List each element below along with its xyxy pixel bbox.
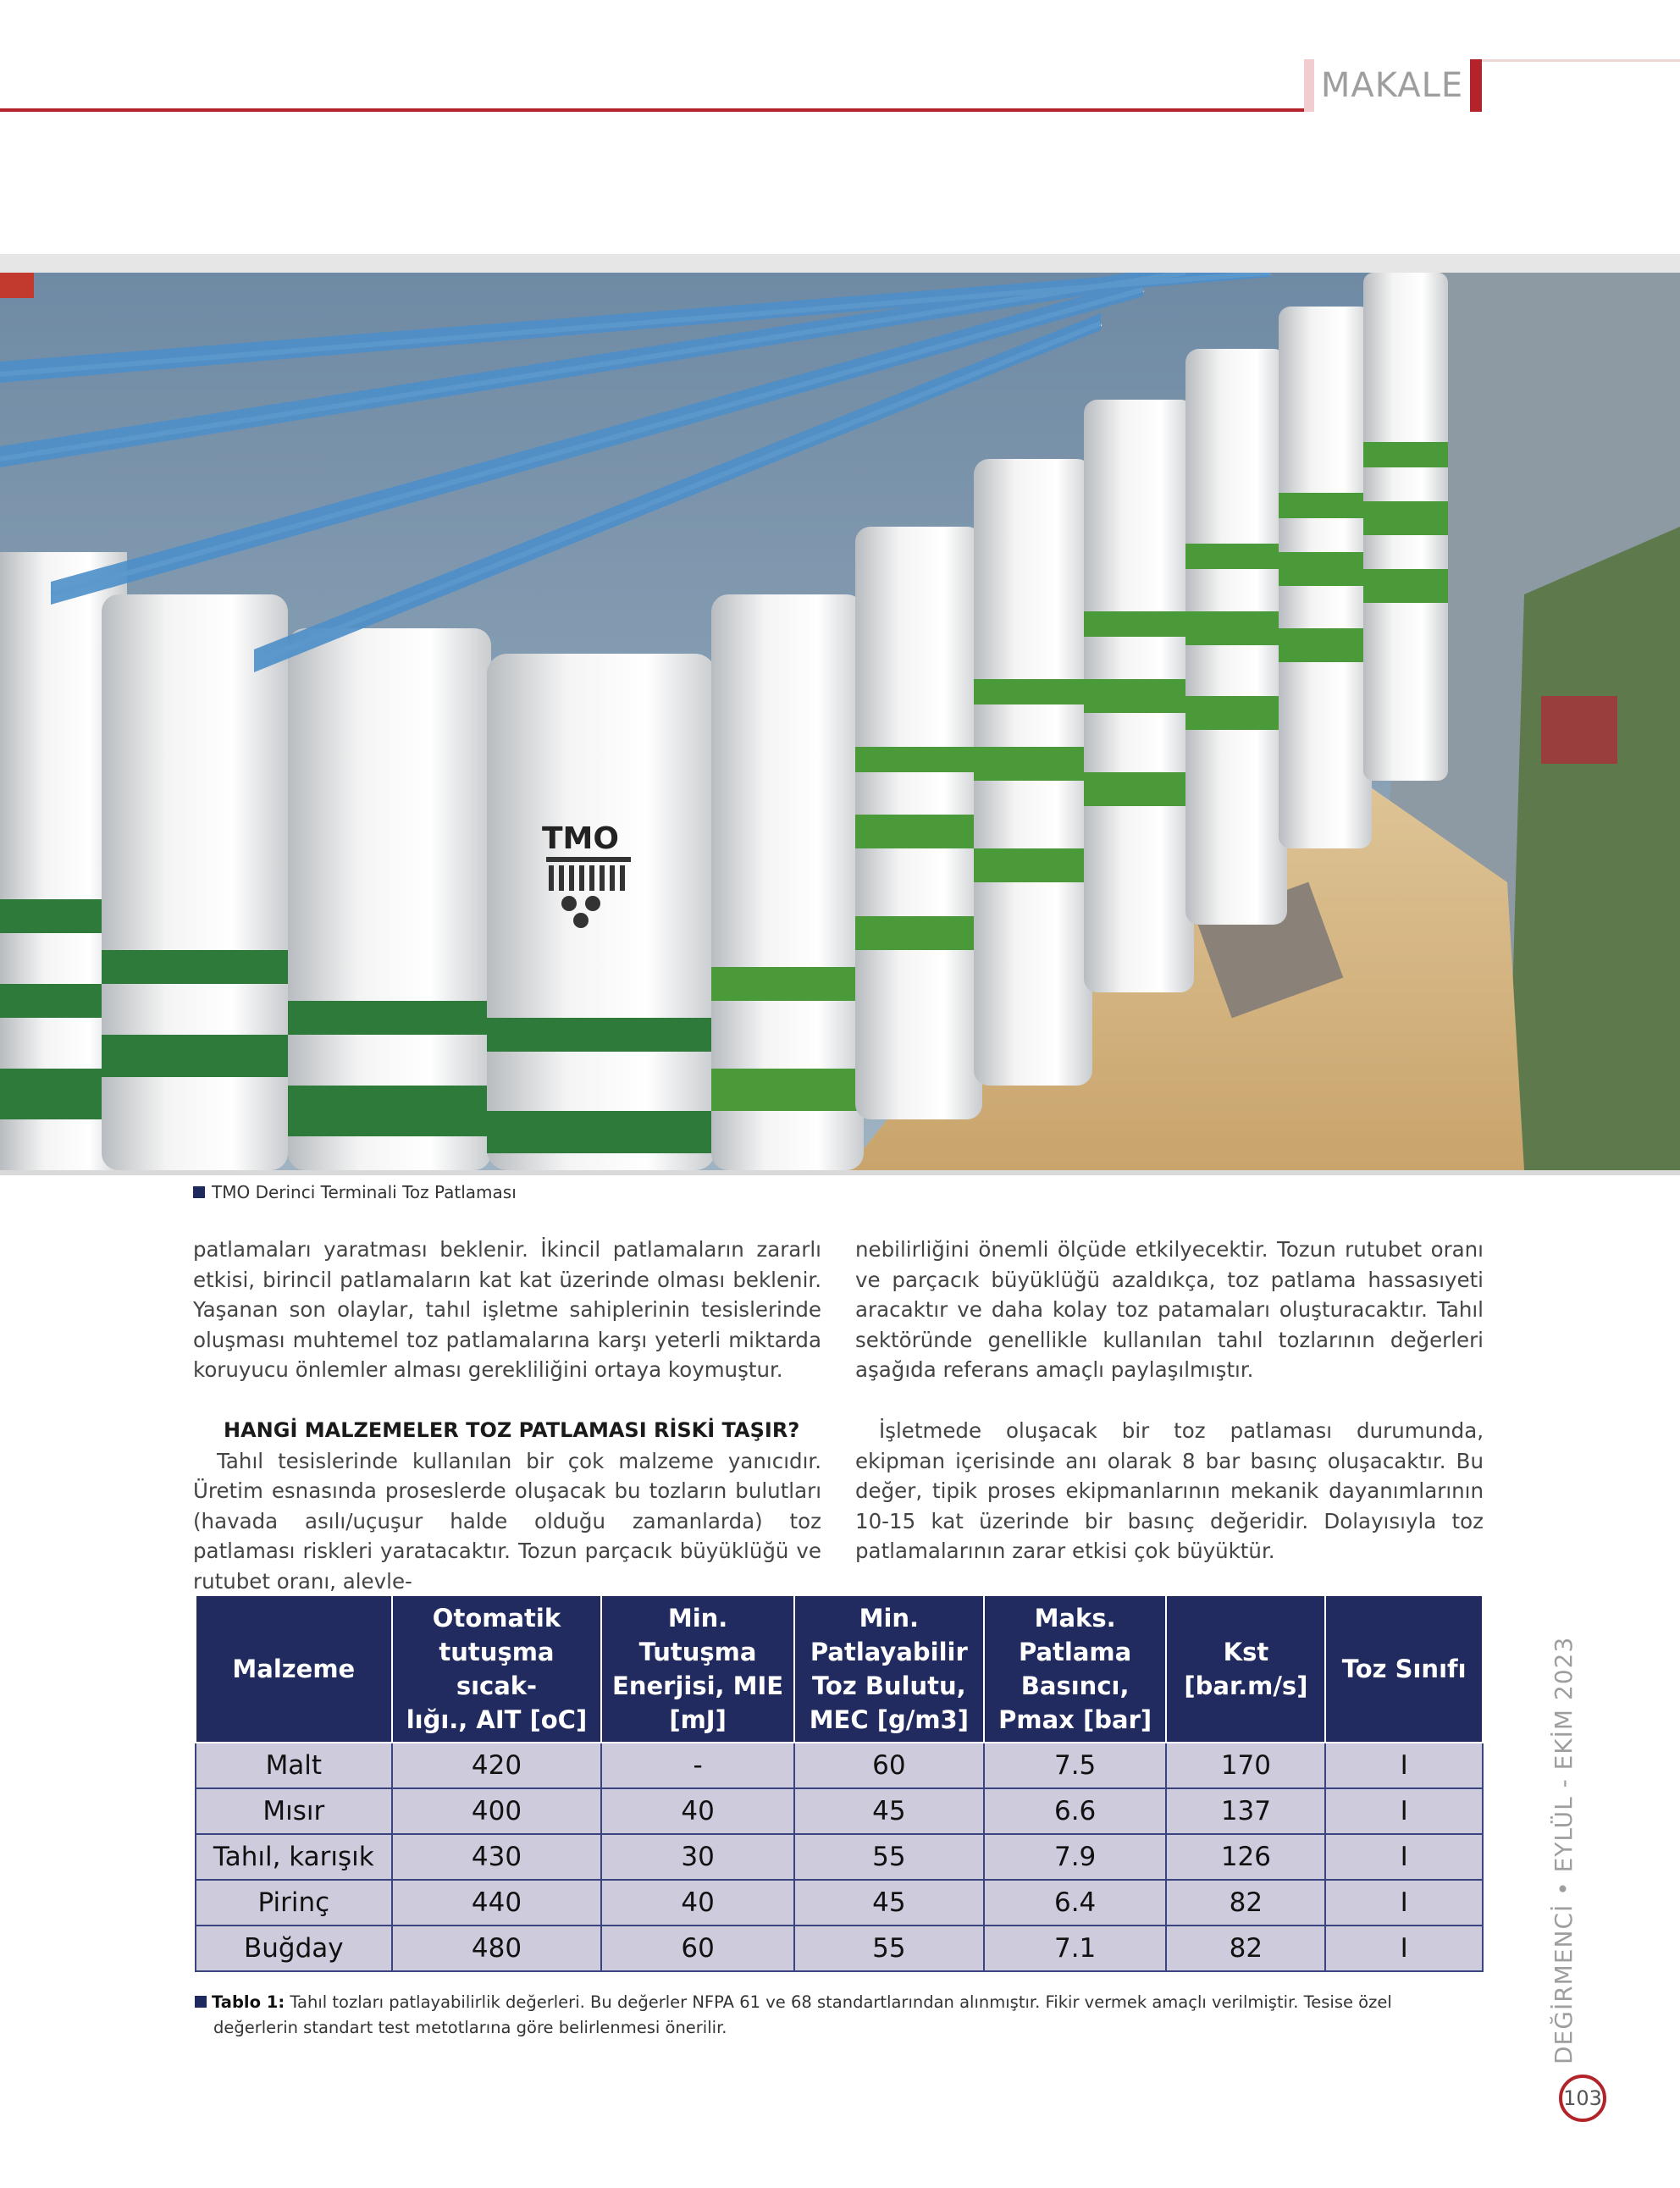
header-line: [bar.m/s] xyxy=(1184,1671,1308,1700)
table-cell: 55 xyxy=(794,1834,984,1880)
table-header-row xyxy=(196,1595,1483,1743)
left-paragraph-2: Tahıl tesislerinde kullanılan bir çok malzeme yanıcıdır. Üretim esnasında proseslerde oluşacak bu tozların bulutları (havada asılı/uçuşur halde olduğu zamanlarda) toz patlaması riskleri yaratacaktır. Tozun parçacık büyüklüğü ve rutubet oranı, alevle- xyxy=(193,1448,821,1594)
table-cell: 82 xyxy=(1166,1880,1325,1926)
table-row xyxy=(196,1788,1483,1834)
table-cell: 45 xyxy=(794,1880,984,1926)
header-line: Pmax [bar] xyxy=(998,1705,1152,1734)
header-line: Patlama xyxy=(1019,1638,1132,1666)
table-cell: 7.9 xyxy=(984,1834,1167,1880)
table-cell: 30 xyxy=(601,1834,794,1880)
header-line: Patlayabilir xyxy=(810,1638,968,1666)
table-cell: Malt xyxy=(196,1743,392,1788)
header-rule xyxy=(0,108,1482,112)
header-line: [mJ] xyxy=(669,1705,727,1734)
table-cell: 420 xyxy=(392,1743,602,1788)
header-line: Enerjisi, MIE xyxy=(612,1671,784,1700)
table-cell: 7.5 xyxy=(984,1743,1167,1788)
table-cell: 6.6 xyxy=(984,1788,1167,1834)
table-header-cell xyxy=(1325,1595,1483,1743)
note-label: Tablo 1: xyxy=(212,1992,285,2012)
table-cell: 82 xyxy=(1166,1926,1325,1971)
left-paragraph-1: patlamaları yaratması beklenir. İkincil patlamaların zararlı etkisi, birincil patlamaların kat kat üzerinde olması beklenir. Yaşanan son olaylar, tahıl işletme sahiplerinin tesislerinde oluşması muhtemel toz patlamalarına karşı yeterli miktarda koruyucu önlemler alması gerekliliğini ortaya koymuştur. xyxy=(193,1237,821,1383)
table-cell: 7.1 xyxy=(984,1926,1167,1971)
table-cell: Pirinç xyxy=(196,1880,392,1926)
header-line: tutuşma sıcak- xyxy=(439,1638,555,1700)
header-line: lığı., AIT [oC] xyxy=(406,1705,588,1734)
table-cell: - xyxy=(601,1743,794,1788)
table-cell: Mısır xyxy=(196,1788,392,1834)
header-line: Malzeme xyxy=(232,1655,356,1683)
right-paragraph-2: İşletmede oluşacak bir toz patlaması durumunda, ekipman içerisinde anı olarak 8 bar basınç oluşacaktır. Bu değer, tipik proses ekipmanlarının mekanik dayanımlarının 10-15 kat üzerinde bir basınç değeridir. Dolayısıyla toz patlamalarının zarar etkisi çok büyüktür. xyxy=(855,1417,1484,1564)
table-row xyxy=(196,1834,1483,1880)
table-cell: 126 xyxy=(1166,1834,1325,1880)
section-label: MAKALE xyxy=(1304,59,1482,112)
table-header-cell xyxy=(984,1595,1167,1743)
table-cell: Tahıl, karışık xyxy=(196,1834,392,1880)
table-cell: I xyxy=(1325,1743,1483,1788)
table-header-cell xyxy=(392,1595,602,1743)
table-row xyxy=(196,1743,1483,1788)
photo-top-band xyxy=(0,254,1680,273)
table-row xyxy=(196,1926,1483,1971)
header-line: Otomatik xyxy=(432,1604,561,1633)
table-cell: Buğday xyxy=(196,1926,392,1971)
table-header-cell xyxy=(196,1595,392,1743)
table-note xyxy=(195,1990,1484,2041)
article-left-column xyxy=(193,1235,821,1597)
header-line: Min. Tutuşma xyxy=(638,1604,757,1666)
photo-bottom-border xyxy=(0,1170,1680,1175)
caption-text: TMO Derinci Terminali Toz Patlaması xyxy=(212,1182,517,1202)
header-line: Maks. xyxy=(1034,1604,1116,1633)
table-cell: 170 xyxy=(1166,1743,1325,1788)
table-row xyxy=(196,1880,1483,1926)
article-right-column xyxy=(855,1235,1484,1566)
table-body xyxy=(196,1743,1483,1971)
note-marker-icon xyxy=(195,1996,207,2008)
silo-photo xyxy=(0,273,1680,1170)
table-cell: 430 xyxy=(392,1834,602,1880)
table-cell: 6.4 xyxy=(984,1880,1167,1926)
photo-caption xyxy=(193,1182,517,1202)
table-cell: 45 xyxy=(794,1788,984,1834)
note-line-2: değerlerin standart test metotlarına göre belirlenmesi önerilir. xyxy=(213,2018,727,2037)
header-line: MEC [g/m3] xyxy=(809,1705,969,1734)
table-cell: 55 xyxy=(794,1926,984,1971)
table-cell: I xyxy=(1325,1788,1483,1834)
table-cell: I xyxy=(1325,1926,1483,1971)
header-line: Kst xyxy=(1223,1638,1269,1666)
table-header-cell xyxy=(601,1595,794,1743)
table-cell: 440 xyxy=(392,1880,602,1926)
section-heading: HANGİ MALZEMELER TOZ PATLAMASI RİSKİ TAŞIR? xyxy=(224,1417,800,1442)
magazine-side-text: DEĞİRMENCİ • EYLÜL - EKİM 2023 xyxy=(1550,1636,1578,2064)
dust-explosion-table xyxy=(195,1594,1484,1972)
table-header-cell xyxy=(1166,1595,1325,1743)
table-cell: 60 xyxy=(601,1926,794,1971)
table-cell: 480 xyxy=(392,1926,602,1971)
table-header-cell xyxy=(794,1595,984,1743)
table-cell: 400 xyxy=(392,1788,602,1834)
right-paragraph-1: nebilirliğini önemli ölçüde etkilyecektir. Tozun rutubet oranı ve parçacık büyüklüğü azaldıkça, toz patlama hassasıyeti aracaktır ve daha kolay toz patamaları oluşturacaktır. Tahıl sektöründe genellikle kullanılan tahıl tozlarının değerleri aşağıda referans amaçlı paylaşılmıştır. xyxy=(855,1237,1484,1383)
header-line: Toz Sınıfı xyxy=(1341,1655,1467,1683)
table-cell: I xyxy=(1325,1880,1483,1926)
table-cell: 137 xyxy=(1166,1788,1325,1834)
table-cell: I xyxy=(1325,1834,1483,1880)
caption-marker-icon xyxy=(193,1186,205,1198)
note-line-1: Tahıl tozları patlayabilirlik değerleri. Bu değerler NFPA 61 ve 68 standartlarından alınmıştır. Fikir vermek amaçlı verilmiştir. Tesise özel xyxy=(290,1992,1392,2012)
table-cell: 40 xyxy=(601,1880,794,1926)
page-number: 103 xyxy=(1559,2075,1606,2122)
header-line: Toz Bulutu, xyxy=(812,1671,966,1700)
tmo-logo: TMO xyxy=(542,821,619,856)
table-cell: 40 xyxy=(601,1788,794,1834)
table-cell: 60 xyxy=(794,1743,984,1788)
header-line: Min. xyxy=(859,1604,920,1633)
header-line: Basıncı, xyxy=(1020,1671,1130,1700)
